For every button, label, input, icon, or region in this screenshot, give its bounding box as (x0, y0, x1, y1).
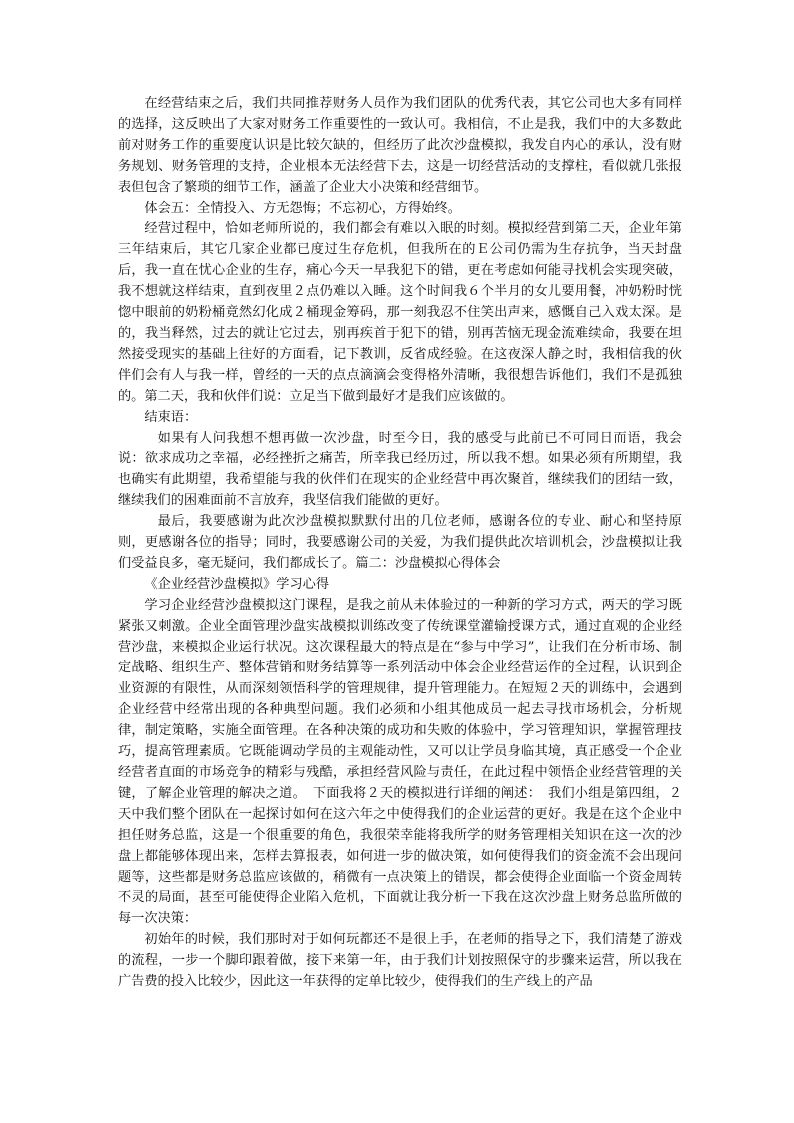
paragraph-conclusion-body: 如果有人问我想不想再做一次沙盘，时至今日，我的感受与此前已不可同日而语，我会说：欲求成功之幸福，必经挫折之痛苦，所幸我已经历过，所以我不想。如果必须有所期望，我也确实有此期望，我希望能与我的伙伴们在现实的企业经营中再次聚首，继续我们的团结一致，继续我们的困难面前不言放弃，我坚信我们能做的更好。 (118, 430, 682, 509)
paragraph-insight-five-heading: 体会五：全情投入、方无怨悔；不忘初心，方得始终。 (144, 200, 461, 216)
paragraph-finance-importance: 在经营结束之后，我们共同推荐财务人员作为我们团队的优秀代表，其它公司也大多有同样的选择，这反映出了大家对财务工作重要性的一致认可。我相信，不止是我，我们中的大多数此前对财务工作的重要度认识是比较欠缺的，但经历了此次沙盘模拟，我发自内心的承认，没有财务规划、财务管理的支持，企业根本无法经营下去，这是一切经营活动的支撑柱，看似就几张报表但包含了繁琐的细节工作，涵盖了企业大小决策和经营细节。 (118, 96, 682, 195)
paragraph-conclusion-heading: 结束语： (144, 409, 198, 425)
document-page (118, 94, 682, 993)
paragraph-course-intro: 学习企业经营沙盘模拟这门课程，是我之前从未体验过的一种新的学习方式，两天的学习既紧张又刺激。企业全面管理沙盘实战模拟训练改变了传统课堂灌输授课方式，通过直观的企业经营沙盘，来模拟企业运行状况。这次课程最大的特点是在“参与中学习”，让我们在分析市场、制定战略、组织生产、整体营销和财务结算等一系列活动中体会企业经营运作的全过程，认识到企业资源的有限性，从而深刻领悟科学的管理规律，提升管理能力。在短短２天的训练中，会遇到企业经营中经常出现的各种典型问题。我们必须和小组其他成员一起去寻找市场机会，分析规律，制定策略，实施全面管理。在各种决策的成功和失败的体验中，学习管理知识，掌握管理技巧，提高管理素质。它既能调动学员的主观能动性，又可以让学员身临其境，真正感受一个企业经营者直面的市场竞争的精彩与残酷，承担经营风险与责任，在此过程中领悟企业经营管理的关键，了解企业管理的解决之道。 下面我将２天的模拟进行详细的阐述： 我们小组是第四组，２天中我们整个团队在一起探讨如何在这六年之中使得我们的企业运营的更好。我是在这个企业中担任财务总监，这是一个很重要的角色，我很荣幸能将我所学的财务管理相关知识在这一次的沙盘上都能够体现出来，怎样去算报表，如何进一步的做决策，如何使得我们的资金流不会出现问题等，这些都是财务总监应该做的，稍微有一点决策上的错误，都会使得企业面临一个资金周转不灵的局面，甚至可能使得企业陷入危机，下面就让我分析一下我在这次沙盘上财务总监所做的每一次决策： (118, 597, 682, 927)
paragraph-initial-year: 初始年的时候，我们那时对于如何玩都还不是很上手，在老师的指导之下，我们清楚了游戏的流程，一步一个脚印跟着做，接下来第一年，由于我们计划按照保守的步骤来运营，所以我在广告费的投入比较少，因此这一年获得的定单比较少，使得我们的生产线上的产品 (118, 932, 682, 990)
paragraph-article-title: 《企业经营沙盘模拟》学习心得 (144, 576, 330, 592)
paragraph-thanks: 最后，我要感谢为此次沙盘模拟默默付出的几位老师，感谢各位的专业、耐心和坚持原则，更感谢各位的指导；同时，我要感谢公司的关爱，为我们提供此次培训机会，沙盘模拟让我们受益良多，毫无疑问，我们都成长了。篇二：沙盘模拟心得体会 (118, 514, 682, 571)
paragraph-sleepless-night: 经营过程中，恰如老师所说的，我们都会有难以入眠的时刻。模拟经营到第二天，企业年第三年结束后，其它几家企业都已度过生存危机，但我所在的Ｅ公司仍需为生存抗争，当天封盘后，我一直在忧心企业的生存，痛心今天一早我犯下的错，更在考虑如何能寻找机会实现突破，我不想就这样结束，直到夜里２点仍难以入睡。这个时间我６个半月的女儿要用餐，冲奶粉时恍惚中眼前的奶粉桶竟然幻化成２桶现金筹码，那一刻我忍不住笑出声来，感慨自己入戏太深。是的，我当释然，过去的就让它过去，别再疾首于犯下的错，别再苦恼无现金流难续命，我要在坦然接受现实的基础上往好的方面看，记下教训，反省成经验。在这夜深人静之时，我相信我的伙伴们会有人与我一样，曾经的一天的点点滴滴会变得格外清晰，我很想告诉他们，我们不是孤独的。第二天，我和伙伴们说：立足当下做到最好才是我们应该做的。 (118, 221, 682, 404)
